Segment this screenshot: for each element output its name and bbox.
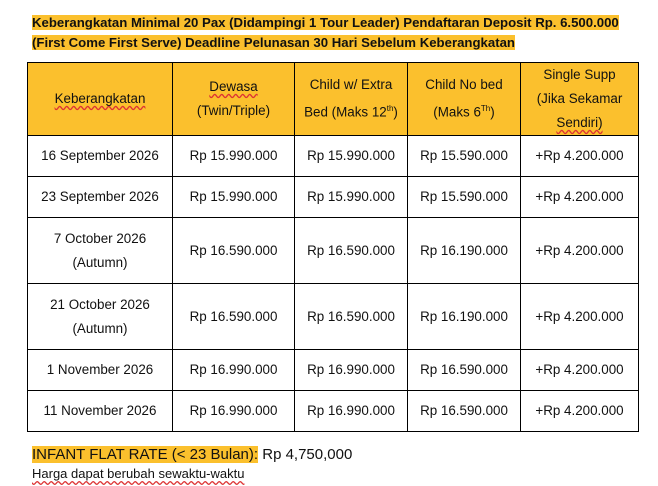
cell-single-supp: +Rp 4.200.000 xyxy=(521,218,639,284)
cell-date: 11 November 2026 xyxy=(28,391,173,432)
cell-child-no-bed: Rp 16.190.000 xyxy=(408,284,521,350)
cell-adult: Rp 15.990.000 xyxy=(173,177,295,218)
cell-single-supp: +Rp 4.200.000 xyxy=(521,391,639,432)
cell-adult: Rp 16.590.000 xyxy=(173,284,295,350)
cell-date: 21 October 2026 (Autumn) xyxy=(28,284,173,350)
table-row xyxy=(28,391,639,432)
header-line-1: Keberangkatan Minimal 20 Pax (Didampingi 1 Tour Leader) Pendaftaran Deposit Rp. 6.500.000 xyxy=(32,15,619,30)
cell-date: 1 November 2026 xyxy=(28,350,173,391)
infant-rate-price: Rp 4,750,000 xyxy=(258,446,353,463)
price-table xyxy=(27,62,639,432)
cell-adult: Rp 16.590.000 xyxy=(173,218,295,284)
infant-rate-label: INFANT FLAT RATE (< 23 Bulan): xyxy=(32,446,259,463)
col-header-departure: Keberangkatan xyxy=(28,63,173,136)
cell-child-extra-bed: Rp 16.990.000 xyxy=(295,350,408,391)
cell-child-extra-bed: Rp 16.590.000 xyxy=(295,284,408,350)
header-info xyxy=(32,13,632,53)
cell-single-supp: +Rp 4.200.000 xyxy=(521,136,639,177)
cell-adult: Rp 16.990.000 xyxy=(173,391,295,432)
cell-date: 23 September 2026 xyxy=(28,177,173,218)
cell-date: 7 October 2026 (Autumn) xyxy=(28,218,173,284)
cell-child-extra-bed: Rp 15.990.000 xyxy=(295,177,408,218)
cell-single-supp: +Rp 4.200.000 xyxy=(521,177,639,218)
price-change-note: Harga dapat berubah sewaktu-waktu xyxy=(32,466,245,481)
col-header-child-no-bed: Child No bed (Maks 6Th) xyxy=(408,63,521,136)
cell-single-supp: +Rp 4.200.000 xyxy=(521,350,639,391)
col-header-child-extra-bed: Child w/ Extra Bed (Maks 12th) xyxy=(295,63,408,136)
table-row xyxy=(28,350,639,391)
table-row xyxy=(28,218,639,284)
table-row xyxy=(28,136,639,177)
cell-date: 16 September 2026 xyxy=(28,136,173,177)
cell-child-no-bed: Rp 15.590.000 xyxy=(408,177,521,218)
cell-child-no-bed: Rp 16.190.000 xyxy=(408,218,521,284)
season-label: (Autumn) xyxy=(72,320,128,336)
cell-adult: Rp 15.990.000 xyxy=(173,136,295,177)
cell-child-extra-bed: Rp 15.990.000 xyxy=(295,136,408,177)
cell-child-no-bed: Rp 16.590.000 xyxy=(408,350,521,391)
season-label: (Autumn) xyxy=(72,254,128,270)
cell-child-no-bed: Rp 15.590.000 xyxy=(408,136,521,177)
cell-child-no-bed: Rp 16.590.000 xyxy=(408,391,521,432)
infant-rate xyxy=(32,445,352,465)
table-row xyxy=(28,177,639,218)
table-row xyxy=(28,284,639,350)
table-header-row xyxy=(28,63,639,136)
header-line-2: (First Come First Serve) Deadline Pelunasan 30 Hari Sebelum Keberangkatan xyxy=(32,35,515,50)
col-header-adult: Dewasa (Twin/Triple) xyxy=(173,63,295,136)
col-header-single-supp: Single Supp (Jika Sekamar Sendiri) xyxy=(521,63,639,136)
cell-adult: Rp 16.990.000 xyxy=(173,350,295,391)
cell-single-supp: +Rp 4.200.000 xyxy=(521,284,639,350)
cell-child-extra-bed: Rp 16.590.000 xyxy=(295,218,408,284)
cell-child-extra-bed: Rp 16.990.000 xyxy=(295,391,408,432)
